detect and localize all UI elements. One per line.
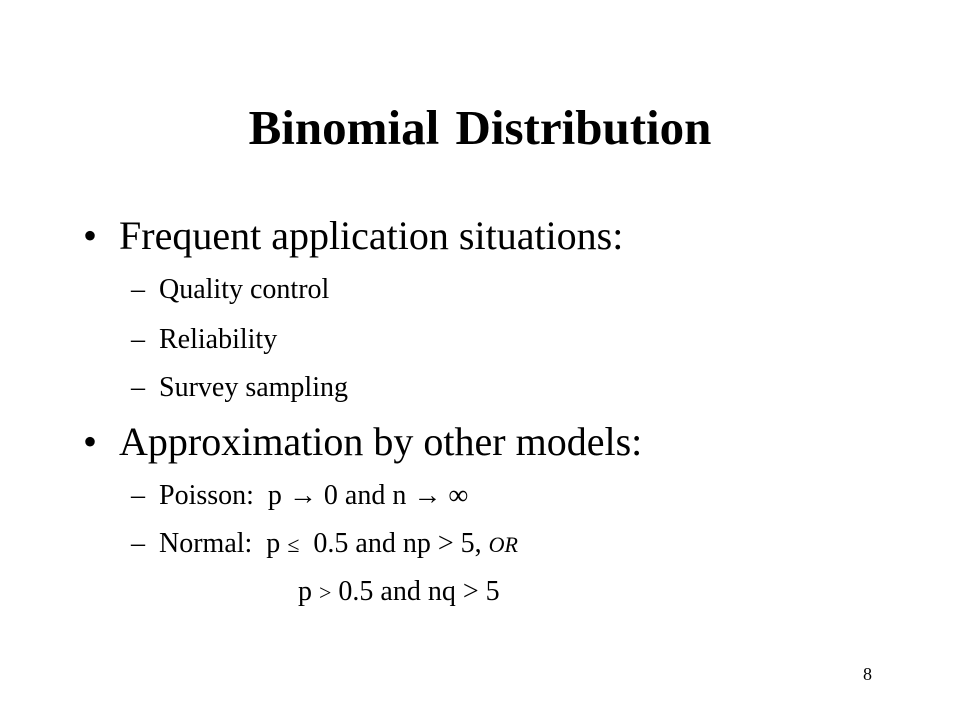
bullet-approximation [83, 418, 642, 466]
bullet-text: Frequent application situations: [119, 213, 624, 258]
less-equal-symbol: ≤ [287, 532, 300, 557]
subitem-text: Poisson: p → 0 and n → ∞ [159, 480, 469, 511]
subitem-survey-sampling [131, 370, 348, 406]
dash: – [131, 324, 145, 355]
subitem-poisson [131, 478, 468, 514]
subitem-normal [131, 526, 518, 563]
bullet-text: Approximation by other models: [119, 419, 643, 464]
subitem-quality-control [131, 272, 329, 308]
continuation-suffix: 0.5 and nq > 5 [331, 576, 500, 607]
dash: – [131, 528, 145, 559]
bullet-frequent-applications [83, 212, 623, 260]
dash: – [131, 372, 145, 403]
greater-symbol: > [319, 580, 332, 605]
subitem-reliability [131, 322, 277, 358]
bullet-dot: • [83, 213, 98, 258]
normal-prefix: Normal: p [159, 528, 288, 559]
page-number: 8 [863, 664, 872, 684]
slide-title: Binomial Distribution [248, 100, 712, 155]
bullet-dot: • [83, 419, 98, 464]
subitem-text: Survey sampling [159, 372, 348, 403]
dash: – [131, 480, 145, 511]
subitem-text: Reliability [159, 324, 278, 355]
dash: – [131, 274, 145, 305]
subitem-text: Quality control [159, 274, 330, 305]
normal-suffix: 0.5 and np > 5, [299, 528, 489, 559]
continuation-prefix: p [298, 576, 319, 607]
or-label: OR [488, 532, 518, 557]
normal-continuation [298, 574, 500, 611]
